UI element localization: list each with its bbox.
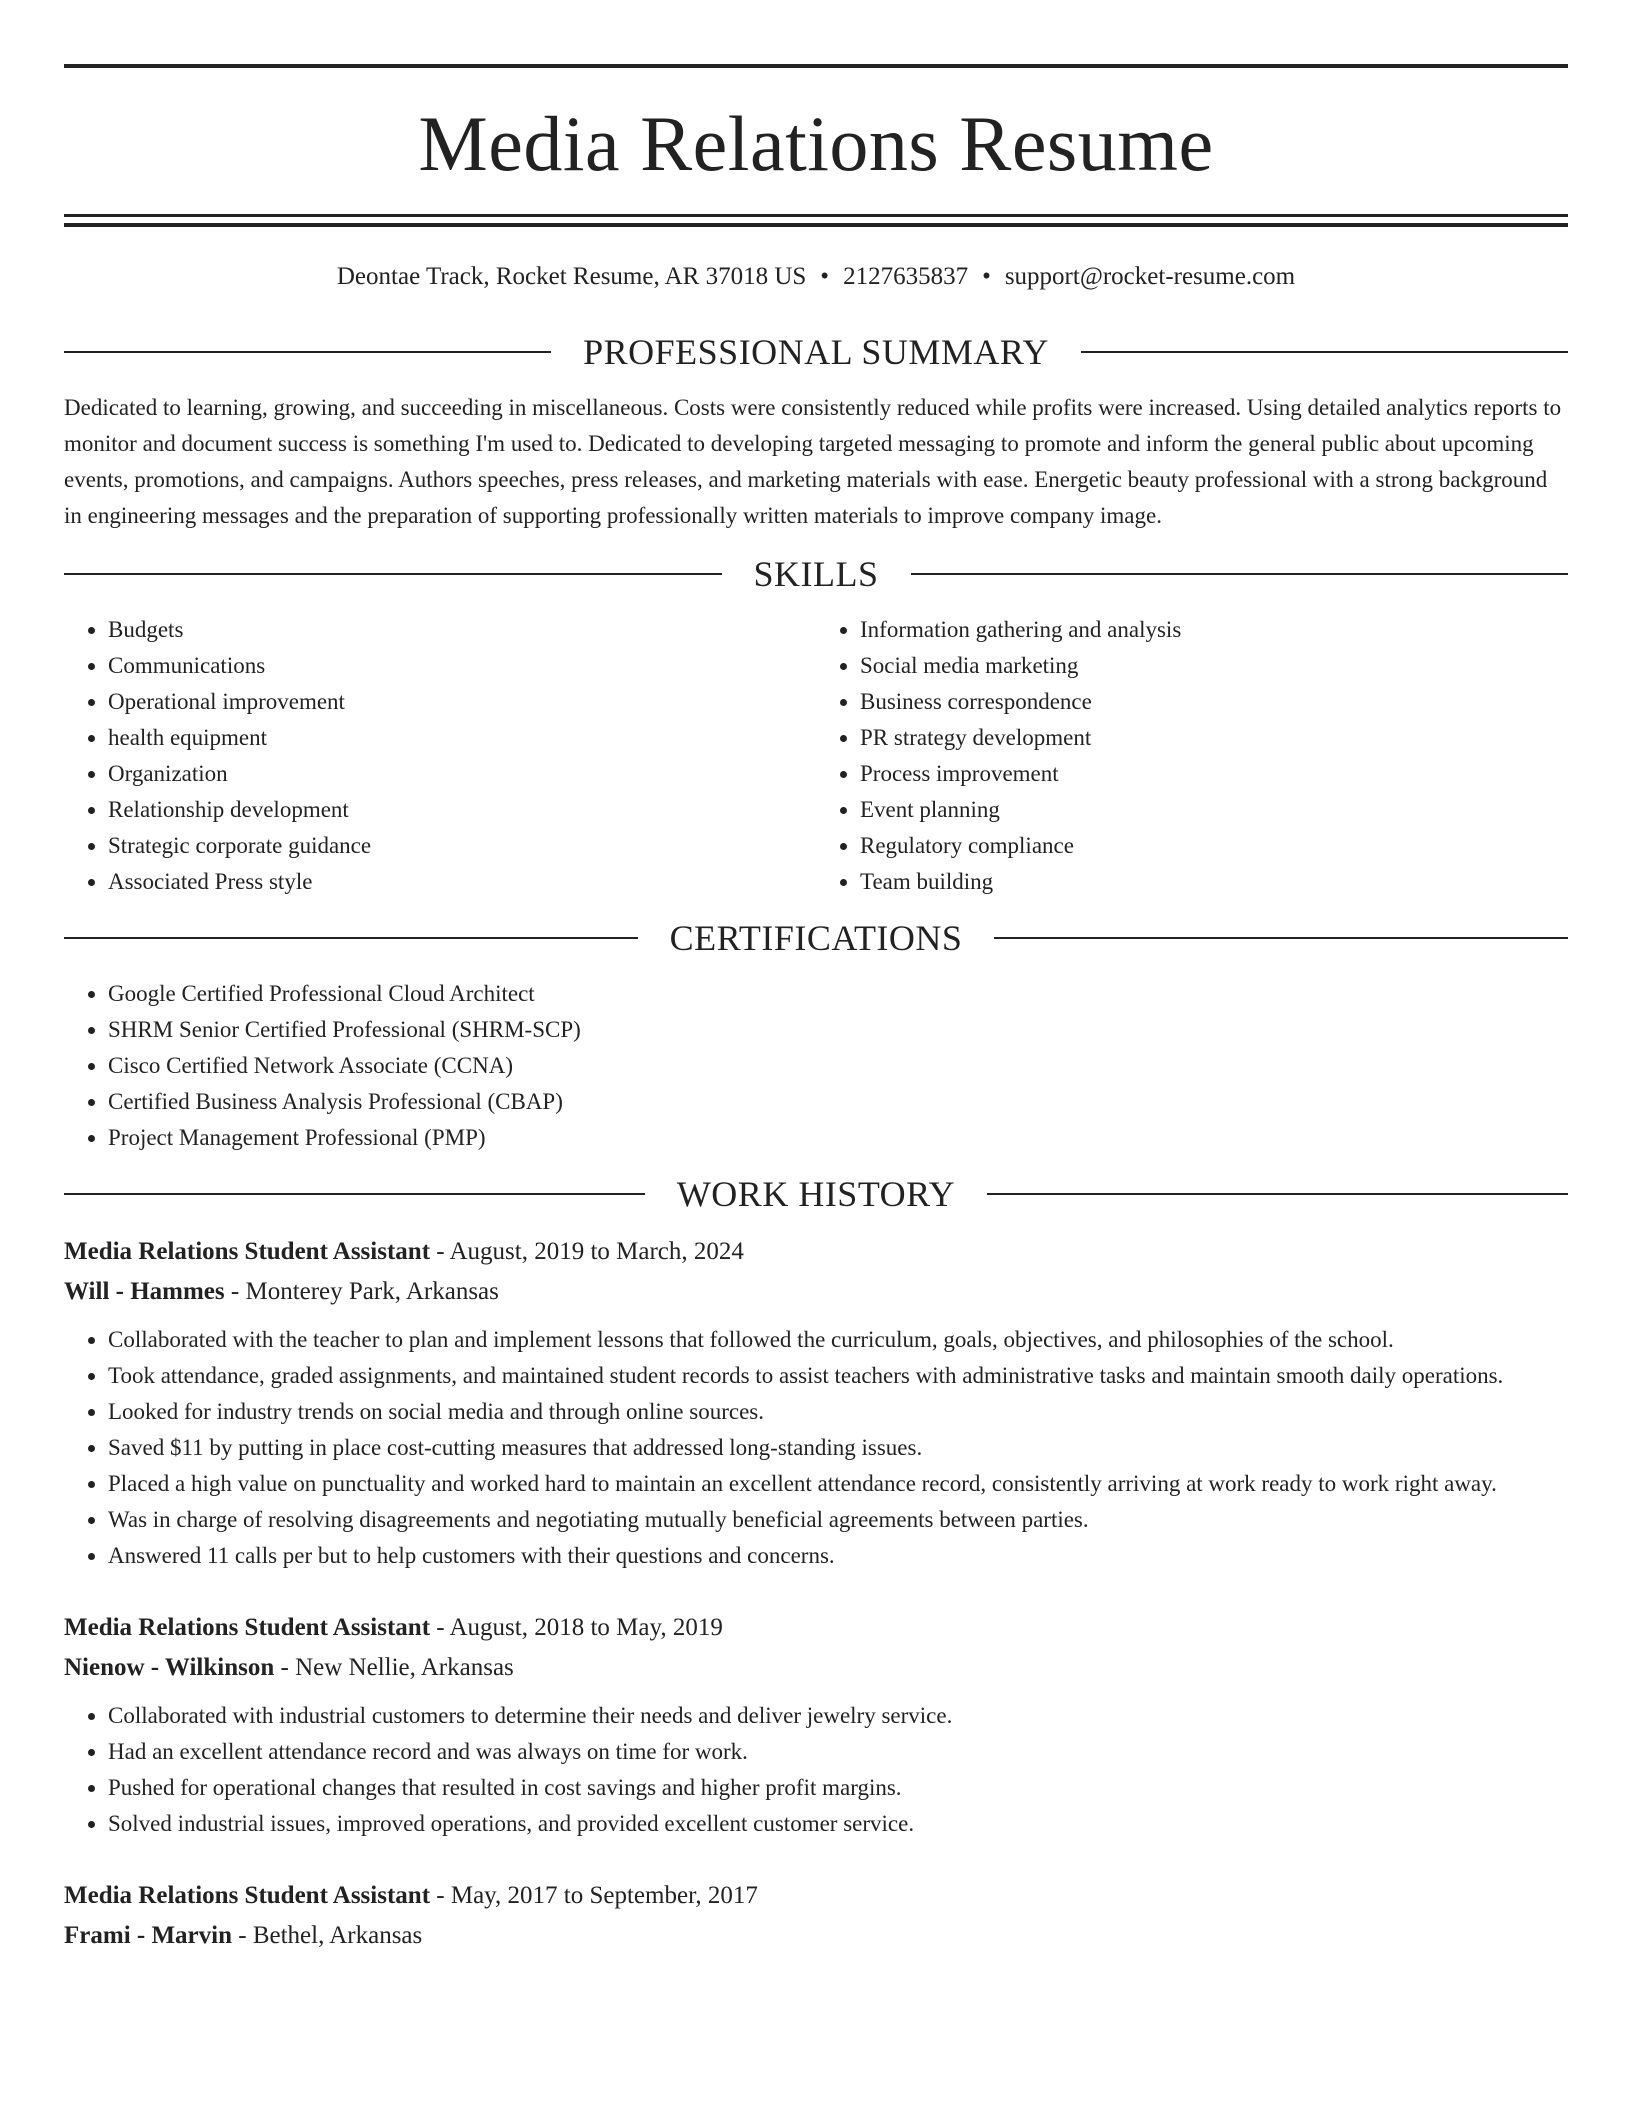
skill-item: • Social media marketing (860, 648, 1568, 684)
certification-item: • SHRM Senior Certified Professional (SHRM-SCP) (108, 1012, 1568, 1048)
page-title: Media Relations Resume (418, 100, 1214, 187)
contact-separator: • (982, 263, 991, 290)
job-bullet: • Collaborated with industrial customers to determine their needs and deliver jewelry service. (108, 1698, 1568, 1734)
contact-line (64, 260, 1568, 294)
skill-item: • Team building (860, 864, 1568, 900)
job-entry (64, 1232, 1568, 1574)
job-company-line (64, 1272, 1568, 1312)
job-company: Frami - Marvin (64, 1922, 233, 1949)
job-bullets (64, 1698, 1568, 1842)
certifications-list (64, 976, 1568, 1156)
job-dates: - May, 2017 to September, 2017 (430, 1882, 758, 1909)
heading-rule-left (64, 937, 638, 939)
skill-item: • Associated Press style (108, 864, 816, 900)
job-company-line (64, 1916, 1568, 1956)
contact-address: Deontae Track, Rocket Resume, AR 37018 US (336, 263, 807, 290)
job-company: Will - Hammes (64, 1278, 225, 1305)
skills-list-right (816, 612, 1568, 900)
title-double-rule (64, 214, 1568, 227)
certification-item: • Certified Business Analysis Professional (CBAP) (108, 1084, 1568, 1120)
skill-item: • Operational improvement (108, 684, 816, 720)
heading-rule-left (64, 1193, 645, 1195)
job-dates: - August, 2019 to March, 2024 (430, 1238, 744, 1265)
skills-columns (64, 612, 1568, 900)
skill-item: • Process improvement (860, 756, 1568, 792)
job-bullet: • Took attendance, graded assignments, and maintained student records to assist teachers with administrative tasks and maintain smooth daily operations. (108, 1358, 1568, 1394)
certification-item: • Google Certified Professional Cloud Architect (108, 976, 1568, 1012)
section-heading-work-history (64, 1172, 1568, 1216)
job-dates: - August, 2018 to May, 2019 (430, 1614, 723, 1641)
job-location: - Bethel, Arkansas (232, 1922, 423, 1949)
job-title: Media Relations Student Assistant (64, 1614, 431, 1641)
heading-rule-right (987, 1193, 1568, 1195)
skills-list-left (64, 612, 816, 900)
job-entry (64, 1608, 1568, 1842)
job-bullet: • Placed a high value on punctuality and worked hard to maintain an excellent attendance record, consistently arriving at work ready to work right away. (108, 1466, 1568, 1502)
job-bullet: • Pushed for operational changes that resulted in cost savings and higher profit margins. (108, 1770, 1568, 1806)
section-title: SKILLS (753, 554, 879, 594)
job-title-line (64, 1876, 1568, 1916)
job-bullet: • Saved $11 by putting in place cost-cutting measures that addressed long-standing issues. (108, 1430, 1568, 1466)
job-entry (64, 1876, 1568, 1956)
job-company-line (64, 1648, 1568, 1688)
skill-item: • Strategic corporate guidance (108, 828, 816, 864)
heading-rule-left (64, 351, 551, 353)
skill-item: • Business correspondence (860, 684, 1568, 720)
heading-rule-right (994, 937, 1568, 939)
job-title-line (64, 1232, 1568, 1272)
skill-item: • Information gathering and analysis (860, 612, 1568, 648)
contact-email: support@rocket-resume.com (1004, 263, 1296, 290)
job-bullet: • Collaborated with the teacher to plan and implement lessons that followed the curriculum, goals, objectives, and philosophies of the school. (108, 1322, 1568, 1358)
summary-paragraph: Dedicated to learning, growing, and succeeding in miscellaneous. Costs were consistently reduced while profits were increased. Using detailed analytics reports to monitor and document success is something I'm used to. Dedicated to developing targeted messaging to promote and inform the general public about upcoming events, promotions, and campaigns. Authors speeches, press releases, and marketing materials with ease. Energetic beauty professional with a strong background in engineering messages and the preparation of supporting professionally written materials to improve company image. (64, 395, 1562, 528)
section-title: WORK HISTORY (676, 1174, 956, 1214)
section-heading-skills (64, 552, 1568, 596)
job-bullet: • Was in charge of resolving disagreements and negotiating mutually beneficial agreements between parties. (108, 1502, 1568, 1538)
skill-item: • Event planning (860, 792, 1568, 828)
skills-column-right (816, 612, 1568, 900)
skill-item: • Organization (108, 756, 816, 792)
job-bullet: • Answered 11 calls per but to help customers with their questions and concerns. (108, 1538, 1568, 1574)
contact-phone: 2127635837 (843, 263, 969, 290)
job-location: - Monterey Park, Arkansas (224, 1278, 499, 1305)
job-title: Media Relations Student Assistant (64, 1882, 431, 1909)
job-company: Nienow - Wilkinson (64, 1654, 275, 1681)
top-rule (64, 64, 1568, 68)
section-heading-certifications (64, 916, 1568, 960)
job-bullet: • Had an excellent attendance record and was always on time for work. (108, 1734, 1568, 1770)
job-bullets (64, 1322, 1568, 1574)
skill-item: • health equipment (108, 720, 816, 756)
heading-rule-right (911, 573, 1569, 575)
job-location: - New Nellie, Arkansas (274, 1654, 514, 1681)
skill-item: • Budgets (108, 612, 816, 648)
job-bullet: • Looked for industry trends on social media and through online sources. (108, 1394, 1568, 1430)
skills-column-left (64, 612, 816, 900)
heading-rule-left (64, 573, 722, 575)
section-heading-summary (64, 330, 1568, 374)
certification-item: • Project Management Professional (PMP) (108, 1120, 1568, 1156)
job-title: Media Relations Student Assistant (64, 1238, 431, 1265)
skill-item: • PR strategy development (860, 720, 1568, 756)
heading-rule-right (1081, 351, 1568, 353)
section-title: CERTIFICATIONS (669, 918, 963, 958)
section-title: PROFESSIONAL SUMMARY (583, 332, 1049, 372)
certification-item: • Cisco Certified Network Associate (CCNA) (108, 1048, 1568, 1084)
skill-item: • Communications (108, 648, 816, 684)
contact-separator: • (820, 263, 830, 290)
job-bullet: • Solved industrial issues, improved operations, and provided excellent customer service. (108, 1806, 1568, 1842)
skill-item: • Regulatory compliance (860, 828, 1568, 864)
job-title-line (64, 1608, 1568, 1648)
skill-item: • Relationship development (108, 792, 816, 828)
